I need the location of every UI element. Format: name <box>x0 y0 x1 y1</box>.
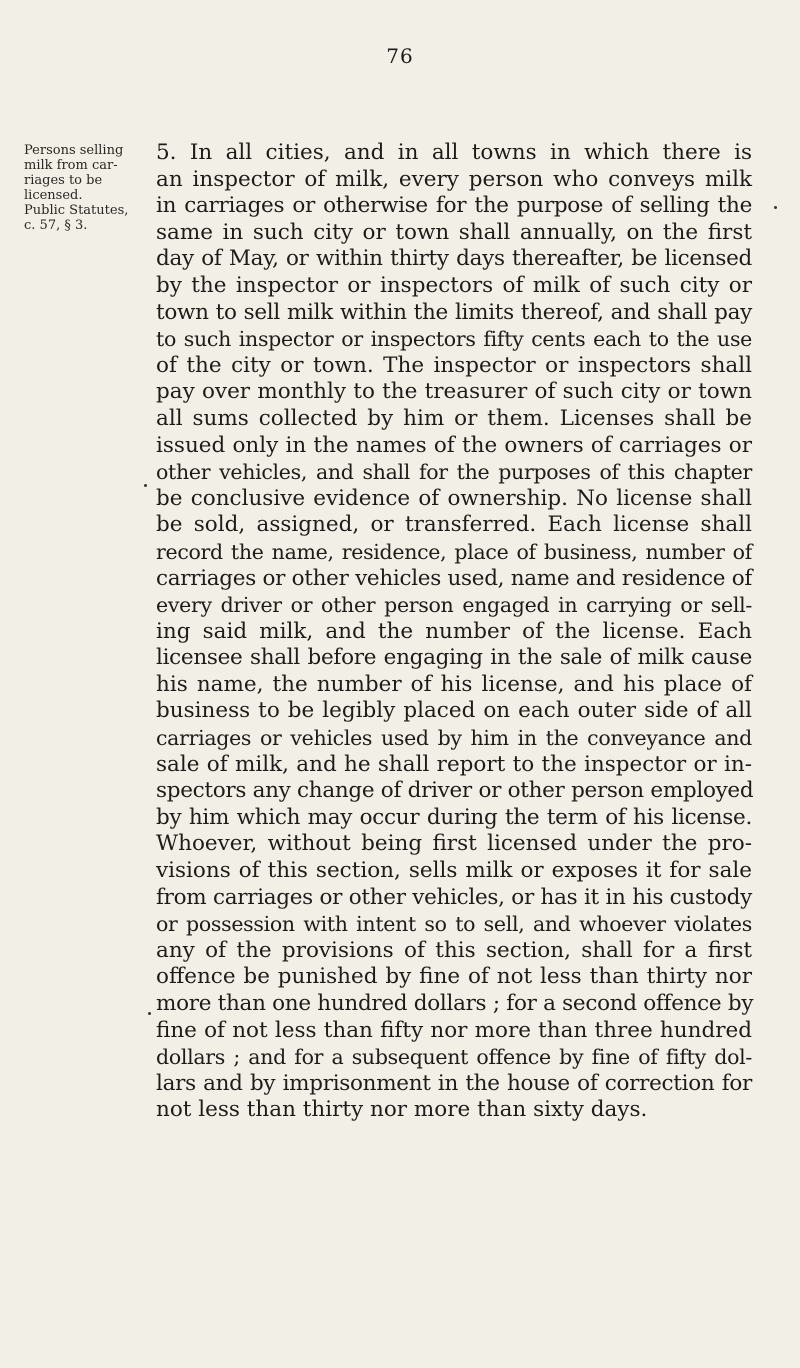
text-line: carriages or other vehicles used, name and residence of <box>156 565 753 591</box>
text-line: his name, the number of his license, and his place of <box>156 671 752 697</box>
text-line: any of the provisions of this section, shall for a first <box>156 937 752 963</box>
margin-note-line: licensed. <box>24 188 83 203</box>
text-line: every driver or other person engaged in carrying or sell- <box>156 593 752 618</box>
text-line: of the city or town. The inspector or inspectors shall <box>156 352 752 378</box>
text-line: more than one hundred dollars ; for a second offence by <box>156 991 754 1016</box>
text-line: from carriages or other vehicles, or has it in his custody <box>156 884 752 910</box>
text-line: issued only in the names of the owners of carriages or <box>156 432 752 458</box>
page-number: 76 <box>386 44 414 68</box>
text-line: sale of milk, and he shall report to the inspector or in- <box>156 751 752 777</box>
text-line: carriages or vehicles used by him in the conveyance and <box>156 726 752 751</box>
text-line: not less than thirty nor more than sixty days. <box>156 1097 648 1123</box>
text-line: in carriages or otherwise for the purpose of selling the <box>156 193 752 219</box>
text-line: Whoever, without being first licensed under the pro- <box>156 831 752 857</box>
text-line: lars and by imprisonment in the house of correction for <box>156 1070 752 1096</box>
text-line: an inspector of milk, every person who conveys milk <box>156 166 752 192</box>
text-line: by him which may occur during the term of his license. <box>156 804 752 830</box>
print-speck <box>774 206 777 209</box>
text-line: fine of not less than fifty nor more than three hundred <box>156 1017 752 1043</box>
print-speck <box>144 484 147 487</box>
text-line: spectors any change of driver or other person employed <box>156 778 754 804</box>
text-line: same in such city or town shall annually, on the first <box>156 219 752 245</box>
text-line: offence be punished by fine of not less than thirty nor <box>156 964 752 990</box>
text-line: business to be legibly placed on each outer side of all <box>156 698 752 724</box>
text-line: town to sell milk within the limits thereof, and shall pay <box>156 299 752 325</box>
margin-note <box>24 143 144 233</box>
section-5-text <box>156 140 752 1124</box>
text-line: all sums collected by him or them. Licenses shall be <box>156 405 752 431</box>
text-line: be conclusive evidence of ownership. No license shall <box>156 485 752 511</box>
text-line: to such inspector or inspectors fifty cents each to the use <box>156 327 752 352</box>
margin-note-line: Persons selling <box>24 143 124 158</box>
text-line: visions of this section, sells milk or exposes it for sale <box>156 858 752 884</box>
margin-note-line: riages to be <box>24 173 103 188</box>
text-line: licensee shall before engaging in the sale of milk cause <box>156 645 752 671</box>
margin-note-citation: c. 57, § 3. <box>24 218 88 233</box>
text-line: by the inspector or inspectors of milk of such city or <box>156 272 752 298</box>
margin-note-citation: Public Statutes, <box>24 203 129 218</box>
text-line: be sold, assigned, or transferred. Each license shall <box>156 512 752 538</box>
margin-note-line: milk from car- <box>24 158 118 173</box>
text-line: pay over monthly to the treasurer of such city or town <box>156 379 752 405</box>
text-line: or possession with intent so to sell, and whoever violates <box>156 912 752 937</box>
text-line: other vehicles, and shall for the purposes of this chapter <box>156 460 752 485</box>
text-line: day of May, or within thirty days thereafter, be licensed <box>156 246 752 272</box>
text-line: dollars ; and for a subsequent offence by fine of fifty dol- <box>156 1045 752 1070</box>
print-speck <box>148 1012 151 1015</box>
text-line: 5. In all cities, and in all towns in which there is <box>156 140 752 165</box>
text-line: ing said milk, and the number of the license. Each <box>156 618 752 644</box>
text-line: record the name, residence, place of business, number of <box>156 539 752 564</box>
